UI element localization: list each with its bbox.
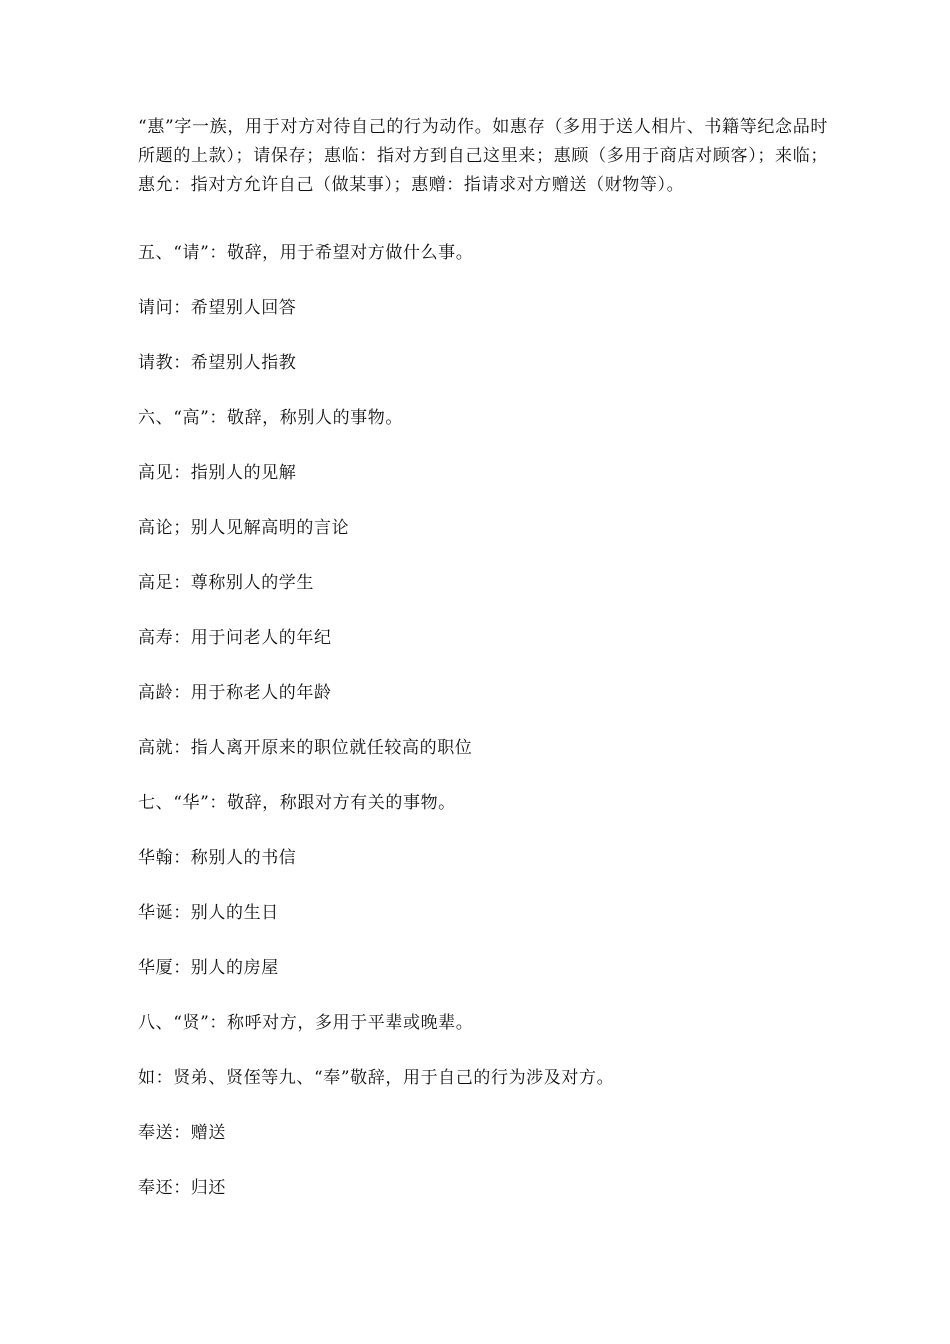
- intro-paragraph: “惠”字一族，用于对方对待自己的行为动作。如惠存（多用于送人相片、书籍等纪念品时所题的上款）；请保存；惠临：指对方到自己这里来；惠顾（多用于商店对顾客）；来临；惠允：指对方允许自己（做某事）；惠赠：指请求对方赠送（财物等）。: [138, 117, 828, 195]
- list-item: 奉还：归还: [138, 1178, 226, 1198]
- list-item: 高足：尊称别人的学生: [138, 573, 314, 593]
- list-item: 高龄：用于称老人的年龄: [138, 683, 332, 703]
- list-item: 高见：指别人的见解: [138, 463, 297, 483]
- list-item: 华厦：别人的房屋: [138, 958, 279, 978]
- list-item: 高寿：用于问老人的年纪: [138, 628, 332, 648]
- section-heading-qing: 五、“请”：敬辞，用于希望对方做什么事。: [138, 243, 474, 263]
- list-item: 华诞：别人的生日: [138, 903, 279, 923]
- section-heading-xian: 八、“贤”：称呼对方，多用于平辈或晚辈。: [138, 1013, 474, 1033]
- list-item: 高就：指人离开原来的职位就任较高的职位: [138, 738, 473, 758]
- list-item: 请教：希望别人指教: [138, 353, 297, 373]
- list-item: 华翰：称别人的书信: [138, 848, 297, 868]
- section-heading-hua: 七、“华”：敬辞，称跟对方有关的事物。: [138, 793, 456, 813]
- section-heading-gao: 六、“高”：敬辞，称别人的事物。: [138, 408, 403, 428]
- list-item: 请问：希望别人回答: [138, 298, 297, 318]
- list-item: 奉送：赠送: [138, 1123, 226, 1143]
- section-heading-feng: 如：贤弟、贤侄等九、“奉”敬辞，用于自己的行为涉及对方。: [138, 1068, 615, 1088]
- document-page: [138, 113, 828, 1198]
- list-item: 高论；别人见解高明的言论: [138, 518, 350, 538]
